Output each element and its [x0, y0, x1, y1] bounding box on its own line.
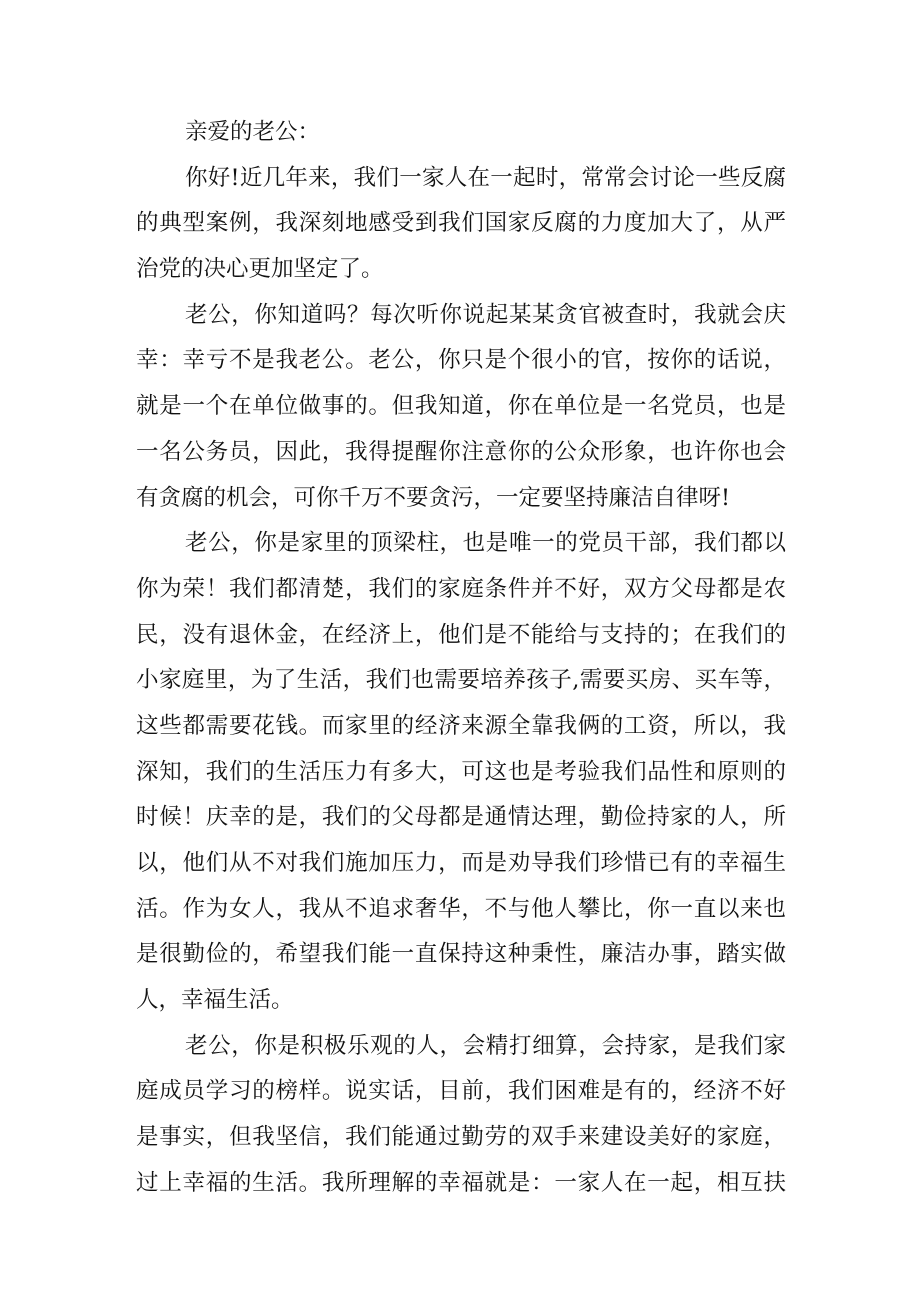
letter-line: 时候！庆幸的是，我们的父母都是通情达理，勤俭持家的人，所 — [136, 804, 786, 831]
letter-line: 有贪腐的机会，可你千万不要贪污，一定要坚持廉洁自律呀! — [136, 484, 731, 511]
letter-line: 以，他们从不对我们施加压力，而是劝导我们珍惜已有的幸福生 — [136, 850, 786, 876]
letter-line: 老公，你是积极乐观的人，会精打细算，会持家，是我们家 — [185, 1032, 786, 1059]
letter-line: 老公，你是家里的顶梁柱，也是唯一的党员干部，我们都以 — [185, 530, 786, 557]
letter-line: 是事实，但我坚信，我们能通过勤劳的双手来建设美好的家庭， — [136, 1124, 786, 1151]
letter-line: 幸：幸亏不是我老公。老公，你只是个很小的官，按你的话说， — [136, 347, 786, 374]
letter-line: 过上幸福的生活。我所理解的幸福就是：一家人在一起，相互扶 — [136, 1169, 786, 1196]
letter-body — [136, 110, 786, 1207]
letter-line: 你为荣！我们都清楚，我们的家庭条件并不好，双方父母都是农 — [136, 575, 786, 602]
letter-line: 的典型案例，我深刻地感受到我们国家反腐的力度加大了，从严 — [136, 210, 786, 237]
letter-line: 民，没有退休金，在经济上，他们是不能给与支持的；在我们的 — [136, 621, 786, 648]
letter-line: 人，幸福生活。 — [136, 987, 294, 1014]
letter-line: 治党的决心更加坚定了。 — [136, 256, 384, 283]
letter-line: 老公，你知道吗？每次听你说起某某贪官被查时，我就会庆 — [185, 301, 786, 328]
letter-line: 小家庭里，为了生活，我们也需要培养孩子,需要买房、买车等， — [136, 667, 786, 694]
letter-line: 是很勤俭的，希望我们能一直保持这种秉性，廉洁办事，踏实做 — [136, 941, 786, 968]
letter-line: 这些都需要花钱。而家里的经济来源全靠我俩的工资，所以，我 — [136, 712, 786, 739]
letter-line: 就是一个在单位做事的。但我知道，你在单位是一名党员，也是 — [136, 393, 786, 420]
letter-line: 庭成员学习的榜样。说实话，目前，我们困难是有的，经济不好 — [136, 1078, 786, 1105]
letter-line: 你好!近几年来，我们一家人在一起时，常常会讨论一些反腐 — [185, 164, 786, 191]
letter-greeting: 亲爱的老公： — [185, 119, 321, 145]
letter-line: 一名公务员，因此，我得提醒你注意你的公众形象，也许你也会 — [136, 438, 786, 465]
letter-line: 深知，我们的生活压力有多大，可这也是考验我们品性和原则的 — [136, 758, 786, 785]
letter-line: 活。作为女人，我从不追求奢华，不与他人攀比，你一直以来也 — [136, 895, 786, 922]
